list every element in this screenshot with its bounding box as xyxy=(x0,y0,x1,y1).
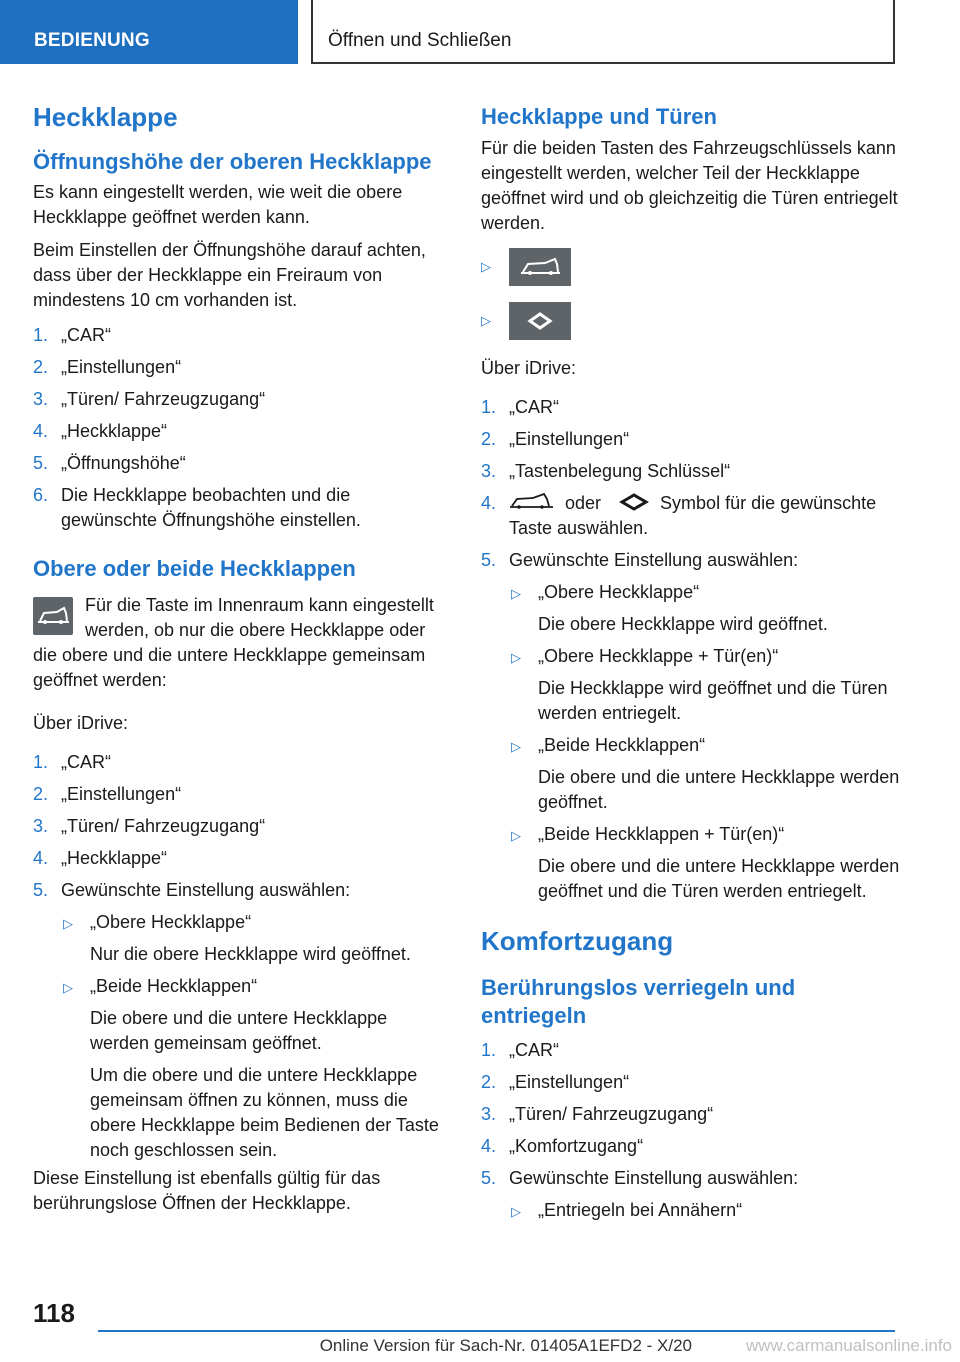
list-number: 5. xyxy=(481,1168,497,1188)
step-text: oder xyxy=(565,493,602,513)
footer-divider xyxy=(98,1330,895,1332)
step-list xyxy=(33,750,448,1163)
option-label: „Entriegeln bei Annähern“ xyxy=(538,1200,743,1220)
list-number: 5. xyxy=(481,550,497,570)
section-heading: Berührungslos verriegeln und entriegeln xyxy=(481,975,796,1028)
step-text: „Türen/ Fahrzeugzugang“ xyxy=(61,389,266,409)
option-list xyxy=(509,1198,901,1223)
list-item xyxy=(481,1038,901,1063)
paragraph xyxy=(33,593,448,693)
triangle-bullet-icon: ▷ xyxy=(511,650,521,665)
list-item xyxy=(33,750,448,775)
list-number: 3. xyxy=(33,816,49,836)
tailgate-icon xyxy=(33,597,73,635)
triangle-bullet-icon: ▷ xyxy=(63,980,73,995)
option-item xyxy=(509,580,901,637)
paragraph: Beim Einstellen der Öffnungshöhe darauf achten, dass über der Heckklappe ein Freiraum von mindestens 10 cm vorhanden ist. xyxy=(33,240,426,310)
triangle-bullet-icon: ▷ xyxy=(511,739,521,754)
list-number: 3. xyxy=(481,461,497,481)
option-description: Nur die obere Heckklappe wird geöffnet. xyxy=(90,944,411,964)
list-number: 2. xyxy=(33,784,49,804)
step-text: „CAR“ xyxy=(509,1040,559,1060)
triangle-bullet-icon: ▷ xyxy=(511,828,521,843)
triangle-bullet-icon: ▷ xyxy=(511,586,521,601)
list-item xyxy=(481,1102,901,1127)
section-heading: Heckklappe und Türen xyxy=(481,104,717,129)
option-item xyxy=(509,644,901,726)
section-heading: Öffnungshöhe der oberen Heckklappe xyxy=(33,149,432,174)
step-text: „Einstellungen“ xyxy=(61,357,182,377)
paragraph: Für die beiden Tasten des Fahrzeugschlüssels kann eingestellt werden, welcher Teil der Heckklappe geöffnet wird und ob gleichzeitig die Türen entriegelt werden. xyxy=(481,138,898,233)
list-item xyxy=(33,878,448,1163)
option-label: „Beide Heckklappen“ xyxy=(538,735,706,755)
step-list xyxy=(481,1038,901,1223)
list-item xyxy=(33,814,448,839)
option-item xyxy=(61,974,448,1163)
option-description: Die obere und die untere Heckklappe werden gemeinsam geöffnet. xyxy=(90,1008,388,1053)
section-title: BEDIENUNG xyxy=(34,30,150,51)
option-list xyxy=(61,910,448,1163)
option-item xyxy=(61,910,448,967)
step-text: „Türen/ Fahrzeugzugang“ xyxy=(509,1104,714,1124)
list-item xyxy=(481,548,901,904)
list-number: 2. xyxy=(481,429,497,449)
step-text: „CAR“ xyxy=(509,397,559,417)
list-item xyxy=(33,323,448,348)
step-text: „CAR“ xyxy=(61,325,111,345)
idrive-label: Über iDrive: xyxy=(33,713,129,733)
page-number: 118 xyxy=(33,1298,75,1328)
tailgate-outline-icon xyxy=(509,492,555,512)
list-item xyxy=(33,782,448,807)
footer-version: Online Version für Sach-Nr. 01405A1EFD2 - X/20 xyxy=(319,1336,692,1355)
chapter-title: Öffnen und Schließen xyxy=(328,30,512,51)
list-item xyxy=(481,427,901,452)
key-diamond-outline-icon xyxy=(616,493,652,511)
paragraph: Diese Einstellung ist ebenfalls gültig für das berührungslose Öffnen der Heckklappe. xyxy=(33,1168,381,1213)
list-item xyxy=(481,1166,901,1223)
icon-row xyxy=(481,302,901,340)
step-text: „CAR“ xyxy=(61,752,111,772)
section-heading: Obere oder beide Heckklappen xyxy=(33,556,356,581)
list-number: 1. xyxy=(33,325,49,345)
option-note: Um die obere und die untere Heckklappe gemeinsam öffnen zu können, muss die obere Heckklappe beim Bedienen der Taste noch geschlossen sein. xyxy=(90,1065,439,1160)
paragraph-text: Für die Taste im Innenraum kann eingestellt werden, ob nur die obere Heckklappe oder die obere und die untere Heckklappe gemeinsam geöffnet werden: xyxy=(33,595,434,690)
step-text: Gewünschte Einstellung auswählen: xyxy=(61,880,351,900)
step-text: „Einstellungen“ xyxy=(509,429,630,449)
step-text: Die Heckklappe beobachten und die gewünschte Öffnungshöhe einstellen. xyxy=(61,485,361,530)
option-item xyxy=(509,733,901,815)
list-number: 4. xyxy=(481,493,497,513)
step-list xyxy=(33,323,448,533)
idrive-label: Über iDrive: xyxy=(481,358,577,378)
key-diamond-icon xyxy=(509,302,571,340)
triangle-bullet-icon: ▷ xyxy=(481,259,491,274)
option-description: Die Heckklappe wird geöffnet und die Türen werden entriegelt. xyxy=(538,678,888,723)
step-text: „Einstellungen“ xyxy=(61,784,182,804)
option-label: „Obere Heckklappe“ xyxy=(90,912,252,932)
step-text: Gewünschte Einstellung auswählen: xyxy=(509,550,799,570)
option-item xyxy=(509,1198,901,1223)
list-number: 4. xyxy=(33,848,49,868)
list-number: 1. xyxy=(481,1040,497,1060)
list-item xyxy=(33,846,448,871)
watermark: www.carmanualsonline.info xyxy=(746,1336,952,1355)
step-list xyxy=(481,395,901,904)
list-item xyxy=(33,451,448,476)
option-label: „Obere Heckklappe“ xyxy=(538,582,700,602)
icon-row xyxy=(481,248,901,286)
chapter-tab xyxy=(311,0,895,64)
step-text: „Heckklappe“ xyxy=(61,421,168,441)
tailgate-icon xyxy=(509,248,571,286)
step-text: „Einstellungen“ xyxy=(509,1072,630,1092)
list-number: 2. xyxy=(33,357,49,377)
list-item xyxy=(481,1134,901,1159)
list-number: 5. xyxy=(33,880,49,900)
list-item xyxy=(481,395,901,420)
list-item xyxy=(33,387,448,412)
list-item xyxy=(481,459,901,484)
left-column xyxy=(33,100,448,1216)
list-item xyxy=(33,419,448,444)
list-number: 3. xyxy=(481,1104,497,1124)
triangle-bullet-icon: ▷ xyxy=(63,916,73,931)
step-text: „Türen/ Fahrzeugzugang“ xyxy=(61,816,266,836)
right-column xyxy=(481,100,901,1230)
list-item xyxy=(481,491,901,541)
step-text: „Öffnungshöhe“ xyxy=(61,453,186,473)
list-number: 4. xyxy=(481,1136,497,1156)
page-title: Heckklappe xyxy=(33,102,178,132)
step-text: Gewünschte Einstellung auswählen: xyxy=(509,1168,799,1188)
option-label: „Obere Heckklappe + Tür(en)“ xyxy=(538,646,779,666)
list-item xyxy=(481,1070,901,1095)
list-number: 1. xyxy=(481,397,497,417)
list-item xyxy=(33,483,448,533)
list-item xyxy=(33,355,448,380)
option-description: Die obere und die untere Heckklappe werden geöffnet. xyxy=(538,767,900,812)
option-description: Die obere Heckklappe wird geöffnet. xyxy=(538,614,828,634)
list-number: 4. xyxy=(33,421,49,441)
section-tab xyxy=(0,0,298,64)
paragraph: Es kann eingestellt werden, wie weit die obere Heckklappe geöffnet werden kann. xyxy=(33,182,403,227)
option-list xyxy=(509,580,901,904)
step-text: Symbol für die gewünschte Taste auswählen. xyxy=(509,493,877,538)
option-item xyxy=(509,822,901,904)
step-text: „Heckklappe“ xyxy=(61,848,168,868)
list-number: 6. xyxy=(33,485,49,505)
step-text: „Tastenbelegung Schlüssel“ xyxy=(509,461,731,481)
triangle-bullet-icon: ▷ xyxy=(511,1204,521,1219)
option-label: „Beide Heckklappen“ xyxy=(90,976,258,996)
list-number: 3. xyxy=(33,389,49,409)
list-number: 2. xyxy=(481,1072,497,1092)
list-number: 5. xyxy=(33,453,49,473)
step-text: „Komfortzugang“ xyxy=(509,1136,644,1156)
list-number: 1. xyxy=(33,752,49,772)
option-description: Die obere und die untere Heckklappe werden geöffnet und die Türen werden entriegelt. xyxy=(538,856,900,901)
page-title: Komfortzugang xyxy=(481,926,674,956)
option-label: „Beide Heckklappen + Tür(en)“ xyxy=(538,824,785,844)
triangle-bullet-icon: ▷ xyxy=(481,313,491,328)
